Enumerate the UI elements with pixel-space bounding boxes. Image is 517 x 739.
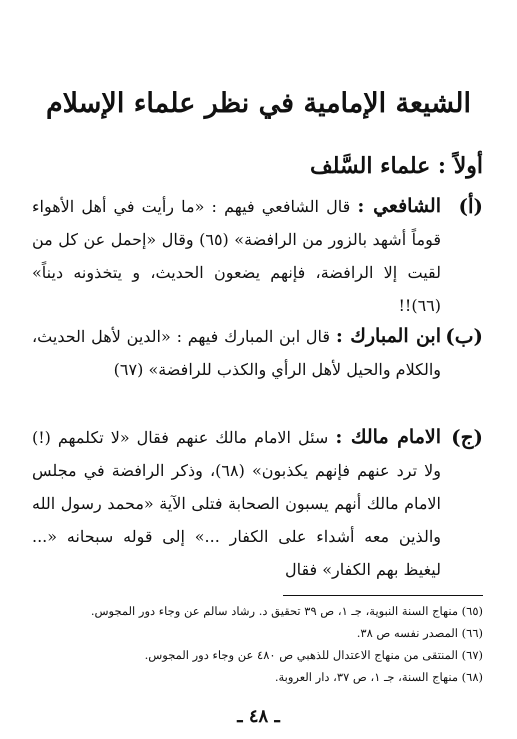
footnote: (٦٨) منهاج السنة، جـ ١، ص ٣٧، دار العروبة.	[274, 670, 483, 684]
entry-letter: (ب)	[445, 324, 483, 348]
page-number: ـ ٤٨ ـ	[237, 706, 280, 727]
entry-letter: (أ)	[458, 194, 483, 218]
entry-text: قال الشافعي فيهم : «ما رأيت في أهل الأهواء قوماً أشهد بالزور من الرافضة» (٦٥) وقال «إحمل عن كل من لقيت إلا الرافضة، فإنهم يضعون الحديث، و يتخذونه ديناً» (٦٦)!!	[32, 197, 442, 315]
section-heading: أولاً : علماء السَّلف	[309, 153, 483, 179]
scholar-name: الشافعي :	[357, 195, 441, 217]
entry-body	[32, 421, 441, 586]
entry-body	[32, 320, 441, 386]
entry-text: قال ابن المبارك فيهم : «الدين لأهل الحديث، والكلام والحيل لأهل الرأي والكذب للرافضة» (٦٧)	[32, 327, 441, 379]
scholar-name: الامام مالك :	[335, 426, 442, 448]
entry-ibn-al-mubarak	[32, 320, 483, 386]
entry-shafii	[32, 190, 483, 322]
footnote: (٦٧) المنتقى من منهاج الاعتدال للذهبي ص ٤٨٠ عن وجاء دور المجوس.	[144, 648, 483, 662]
entry-body	[32, 190, 441, 322]
entry-imam-malik	[32, 421, 483, 586]
entry-letter: (ج)	[451, 425, 483, 449]
page-title: الشيعة الإمامية في نظر علماء الإسلام	[45, 88, 472, 119]
entry-text: سئل الامام مالك عنهم فقال «لا تكلمهم (!) ولا ترد عنهم فإنهم يكذبون» (٦٨)، وذكر الرافضة في مجلس الامام مالك أنهم يسبون الصحابة فتلى الآية «محمد رسول الله والذين معه أشداء على الكفار ...» إلى قوله سبحانه «... ليغيظ بهم الكفار» فقال	[32, 428, 441, 579]
footnotes	[60, 600, 483, 688]
scholar-name: ابن المبارك :	[335, 325, 441, 347]
footnote: (٦٥) منهاج السنة النبوية، جـ ١، ص ٣٩ تحقيق د. رشاد سالم عن وجاء دور المجوس.	[90, 604, 483, 618]
footnote-divider	[283, 595, 483, 596]
footnote: (٦٦) المصدر نفسه ص ٣٨.	[356, 626, 483, 640]
